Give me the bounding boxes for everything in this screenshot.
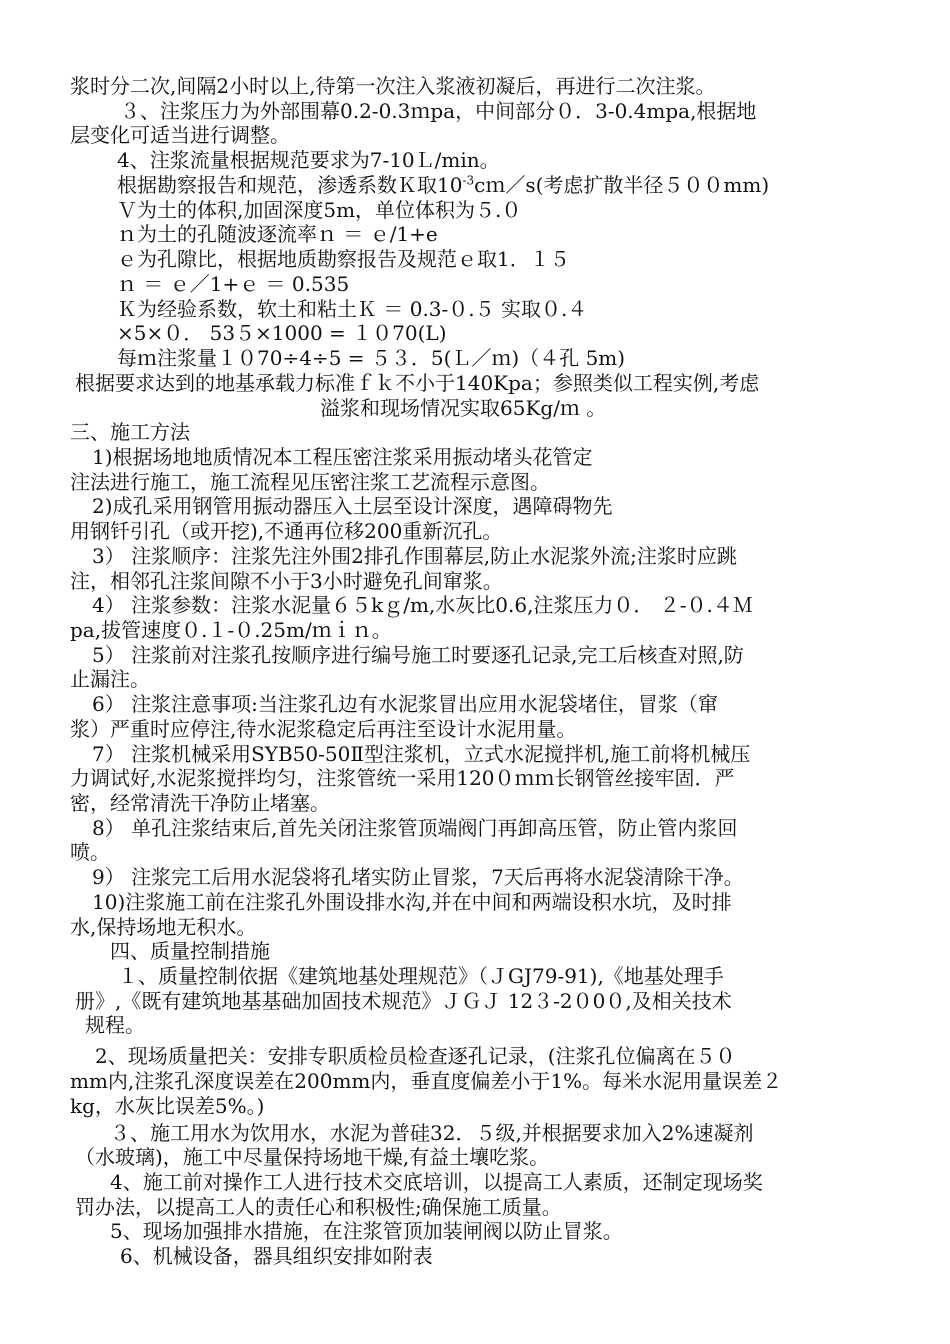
text-line: 3） 注浆顺序：注浆先注外围2排孔作围幕层,防止水泥浆外流;注浆时应跳: [92, 544, 737, 568]
text-line: 5） 注浆前对注浆孔按顺序进行编号施工时要逐孔记录,完工后核查对照,防: [92, 643, 744, 667]
text-line: 注，相邻孔注浆间隙不小于3小时避免孔间窜浆。: [70, 569, 503, 593]
text-line: 6、机械设备，器具组织安排如附表: [120, 1244, 433, 1268]
text-line: 5、现场加强排水措施，在注浆管顶加装闸阀以防止冒浆。: [110, 1219, 623, 1243]
text-line: 4、施工前对操作工人进行技术交底培训，以提高工人素质，还制定现场奖: [110, 1170, 763, 1194]
text-line: 2)成孔采用钢管用振动器压入土层至设计深度，遇障碍物先: [92, 494, 613, 518]
text-line: 2、现场质量把关：安排专职质检员检查逐孔记录，(注浆孔位偏离在５０: [95, 1044, 736, 1068]
text-line: 止漏注。: [70, 667, 150, 691]
text-line: Ｖ为土的体积,加固深度5m，单位体积为５.０: [117, 198, 522, 222]
text-line: 层变化可适当进行调整。: [70, 123, 290, 147]
text-line: 4） 注浆参数：注浆水泥量６５kｇ/m,水灰比0.6,注浆压力０． ２-０.４Ｍ: [92, 593, 753, 617]
text-line: 注法进行施工，施工流程见压密注浆工艺流程示意图。: [70, 470, 550, 494]
text-line: 罚办法，以提高工人的责任心和积极性;确保施工质量。: [75, 1195, 562, 1219]
text-line: 浆时分二次,间隔2小时以上,待第一次注入浆液初凝后，再进行二次注浆。: [70, 74, 716, 98]
exponent: -3: [462, 173, 475, 188]
permeability-text: 根据勘察报告和规范，渗透系数Ｋ取10: [117, 173, 463, 197]
text-line: kg，水灰比误差5%。): [70, 1094, 265, 1118]
text-line: 册》,《既有建筑地基基础加固技术规范》ＪＧＪ 12３-2０0０,及相关技术: [75, 989, 732, 1013]
text-line: 10)注浆施工前在注浆孔外围设排水沟,并在中间和两端设积水坑，及时排: [92, 890, 732, 914]
text-line: ｎ ＝ ｅ／1+ｅ ＝ 0.535: [117, 272, 350, 296]
text-line: １、质量控制依据《建筑地基处理规范》（ＪGJ79-91),《地基处理手: [118, 964, 724, 988]
text-line: mm内,注浆孔深度误差在200mm内，垂直度偏差小于1%。每米水泥用量误差２: [70, 1069, 783, 1093]
text-line: ｎ为土的孔随波逐流率ｎ ＝ ｅ/1+e: [117, 222, 438, 246]
section-heading: 三、施工方法: [70, 420, 190, 444]
text-line: 1)根据场地地质情况本工程压密注浆采用振动堵头花管定: [92, 445, 593, 469]
text-line: [117, 173, 769, 198]
section-heading: 四、质量控制措施: [110, 939, 270, 963]
text-line: ３、注浆压力为外部围幕0.2-0.3ｍpa，中间部分０．3-0.4mpa,根据地: [120, 99, 757, 123]
text-line: ×5×０． 53５×1000 = １０70(L): [117, 321, 447, 345]
text-line: 水,保持场地无积水。: [70, 915, 257, 939]
text-line: 喷。: [70, 840, 110, 864]
text-line: 根据要求达到的地基承载力标准ｆｋ不小于140Kpa；参照类似工程实例,考虑: [75, 371, 760, 395]
text-line: 密，经常清洗干净防止堵塞。: [70, 791, 330, 815]
text-line: 浆）严重时应停注,待水泥浆稳定后再注至设计水泥用量。: [70, 717, 577, 741]
text-line: 力调试好,水泥浆搅拌均匀，注浆管统一采用120０ｍｍ长钢管丝接牢固．严: [70, 766, 735, 790]
text-line: （水玻璃)，施工中尽量保持场地干燥,有益土壤吃浆。: [75, 1145, 550, 1169]
text-line: 4、注浆流量根据规范要求为7-10Ｌ/min。: [117, 148, 500, 172]
text-line: ｅ为孔隙比，根据地质勘察报告及规范ｅ取1．１５: [117, 247, 570, 271]
text-line: 溢浆和现场情况实取65Kg/ｍ 。: [320, 396, 607, 420]
text-line: pa,拔管速度０.１-０.25m/ｍｉｎ。: [70, 618, 392, 642]
text-line: 9） 注浆完工后用水泥袋将孔堵实防止冒浆，7天后再将水泥袋清除干净。: [92, 865, 744, 889]
text-line: 每ｍ注浆量１０70÷4÷5 = ５３．5(Ｌ／ｍ)（４孔 5m): [117, 346, 626, 370]
text-line: Ｋ为经验系数，软土和粘土Ｋ ＝ 0.3-０.５ 实取０.４: [117, 297, 588, 321]
text-line: 8） 单孔注浆结束后,首先关闭注浆管顶端阀门再卸高压管，防止管内浆回: [92, 816, 738, 840]
text-line: 用钢钎引孔（或开挖),不通再位移200重新沉孔。: [70, 519, 503, 543]
text-line: ３、施工用水为饮用水，水泥为普硅32．５级,并根据要求加入2%速凝剂: [110, 1121, 754, 1145]
text-line: 7） 注浆机械采用SYB50-50Ⅱ型注浆机，立式水泥搅拌机,施工前将机械压: [92, 742, 751, 766]
permeability-unit: cｍ／s(考虑扩散半径５００mm): [474, 173, 770, 197]
text-line: 规程。: [85, 1013, 145, 1037]
text-line: 6） 注浆注意事项:当注浆孔边有水泥浆冒出应用水泥袋堵住，冒浆（窜: [92, 692, 718, 716]
